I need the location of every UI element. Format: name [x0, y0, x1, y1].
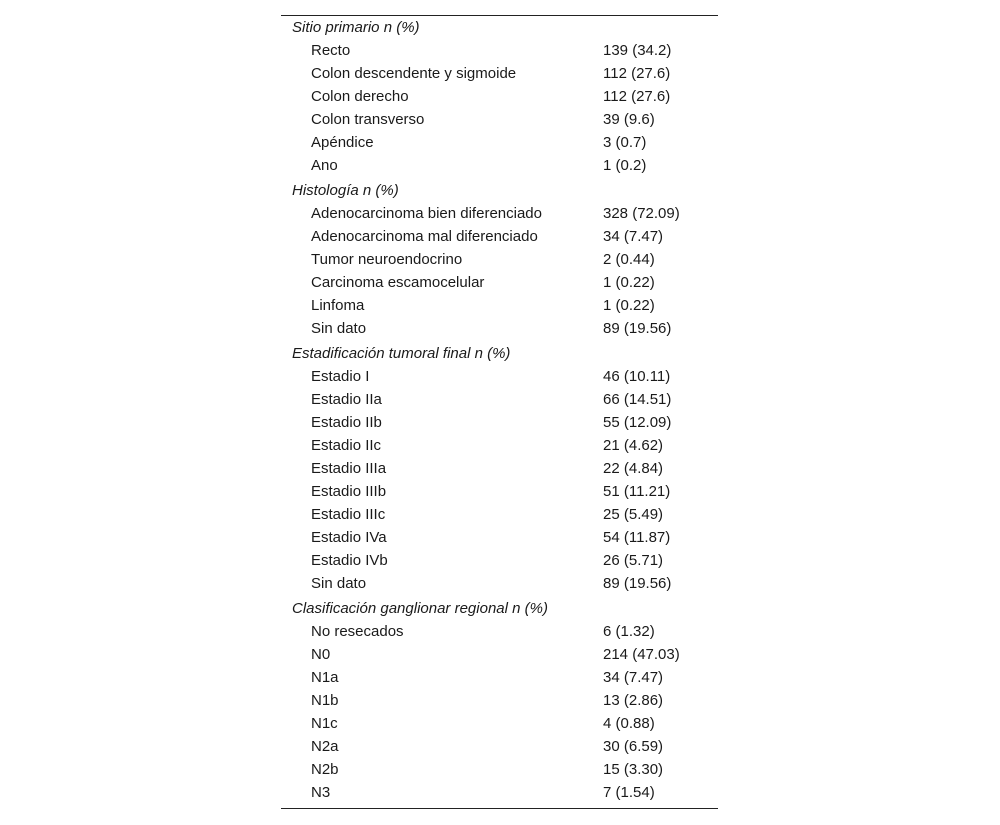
row-label: Estadio IIIc [311, 506, 386, 523]
table-row [281, 689, 718, 712]
row-label: Linfoma [311, 297, 365, 314]
row-label: Sin dato [311, 320, 367, 337]
row-label: Adenocarcinoma mal diferenciado [311, 228, 538, 245]
row-label: N1b [311, 692, 339, 709]
row-label: Estadio IIIa [311, 460, 387, 477]
table-row [281, 108, 718, 131]
row-label: Ano [311, 157, 338, 174]
table-row [281, 365, 718, 388]
row-label: N2a [311, 738, 339, 755]
table-row [281, 131, 718, 154]
section-title: Histología n (%) [292, 182, 399, 199]
row-value: 55 (12.09) [603, 414, 672, 431]
row-label: Estadio IIa [311, 391, 382, 408]
table-row [281, 480, 718, 503]
table-row [281, 317, 718, 340]
row-value: 2 (0.44) [603, 251, 655, 268]
row-label: Carcinoma escamocelular [311, 274, 485, 291]
table-section [281, 16, 718, 177]
table-row [281, 271, 718, 294]
table-row [281, 248, 718, 271]
row-value: 139 (34.2) [603, 42, 672, 59]
table-row [281, 39, 718, 62]
table-row [281, 294, 718, 317]
row-value: 25 (5.49) [603, 506, 664, 523]
table-row [281, 781, 718, 804]
row-value: 22 (4.84) [603, 460, 664, 477]
table-row [281, 643, 718, 666]
section-title: Sitio primario n (%) [292, 19, 420, 36]
row-value: 51 (11.21) [603, 483, 671, 500]
table-section [281, 179, 718, 340]
row-value: 3 (0.7) [603, 134, 647, 151]
row-label: Estadio IIc [311, 437, 382, 454]
table-row [281, 735, 718, 758]
table-row [281, 225, 718, 248]
row-label: Colon transverso [311, 111, 425, 128]
table-row [281, 85, 718, 108]
row-value: 4 (0.88) [603, 715, 655, 732]
row-label: Estadio IVb [311, 552, 388, 569]
row-value: 66 (14.51) [603, 391, 672, 408]
row-label: No resecados [311, 623, 404, 640]
table-row [281, 549, 718, 572]
table-row [281, 388, 718, 411]
row-value: 112 (27.6) [603, 88, 671, 105]
table-row [281, 503, 718, 526]
row-value: 46 (10.11) [603, 368, 671, 385]
table-row [281, 712, 718, 735]
row-label: Adenocarcinoma bien diferenciado [311, 205, 542, 222]
row-label: N3 [311, 784, 331, 801]
row-value: 34 (7.47) [603, 669, 664, 686]
row-value: 13 (2.86) [603, 692, 664, 709]
table-section [281, 597, 718, 804]
table-row [281, 572, 718, 595]
row-value: 214 (47.03) [603, 646, 680, 663]
row-value: 7 (1.54) [603, 784, 655, 801]
section-title: Estadificación tumoral final n (%) [292, 345, 511, 362]
table-section [281, 342, 718, 595]
row-label: Recto [311, 42, 351, 59]
row-value: 15 (3.30) [603, 761, 664, 778]
table-row [281, 154, 718, 177]
table-row [281, 457, 718, 480]
table-row [281, 620, 718, 643]
row-value: 89 (19.56) [603, 575, 672, 592]
row-value: 26 (5.71) [603, 552, 664, 569]
row-label: N1a [311, 669, 339, 686]
table-row [281, 526, 718, 549]
table-row [281, 758, 718, 781]
row-label: Sin dato [311, 575, 367, 592]
row-label: N1c [311, 715, 338, 732]
table-row [281, 411, 718, 434]
row-label: Tumor neuroendocrino [311, 251, 463, 268]
row-value: 328 (72.09) [603, 205, 680, 222]
row-label: Colon derecho [311, 88, 409, 105]
row-value: 54 (11.87) [603, 529, 671, 546]
table-row [281, 202, 718, 225]
row-label: Estadio IIb [311, 414, 382, 431]
row-value: 1 (0.2) [603, 157, 647, 174]
row-label: Apéndice [311, 134, 374, 151]
row-label: Estadio I [311, 368, 370, 385]
row-value: 89 (19.56) [603, 320, 672, 337]
row-value: 112 (27.6) [603, 65, 671, 82]
row-value: 39 (9.6) [603, 111, 655, 128]
row-label: Estadio IVa [311, 529, 387, 546]
row-value: 1 (0.22) [603, 297, 655, 314]
row-label: N0 [311, 646, 331, 663]
row-value: 6 (1.32) [603, 623, 655, 640]
data-table [281, 15, 718, 809]
row-value: 34 (7.47) [603, 228, 664, 245]
table-row [281, 62, 718, 85]
row-label: Estadio IIIb [311, 483, 387, 500]
row-label: N2b [311, 761, 339, 778]
table-row [281, 434, 718, 457]
section-title: Clasificación ganglionar regional n (%) [292, 600, 548, 617]
table-row [281, 666, 718, 689]
row-value: 21 (4.62) [603, 437, 664, 454]
row-value: 1 (0.22) [603, 274, 655, 291]
row-value: 30 (6.59) [603, 738, 664, 755]
row-label: Colon descendente y sigmoide [311, 65, 517, 82]
